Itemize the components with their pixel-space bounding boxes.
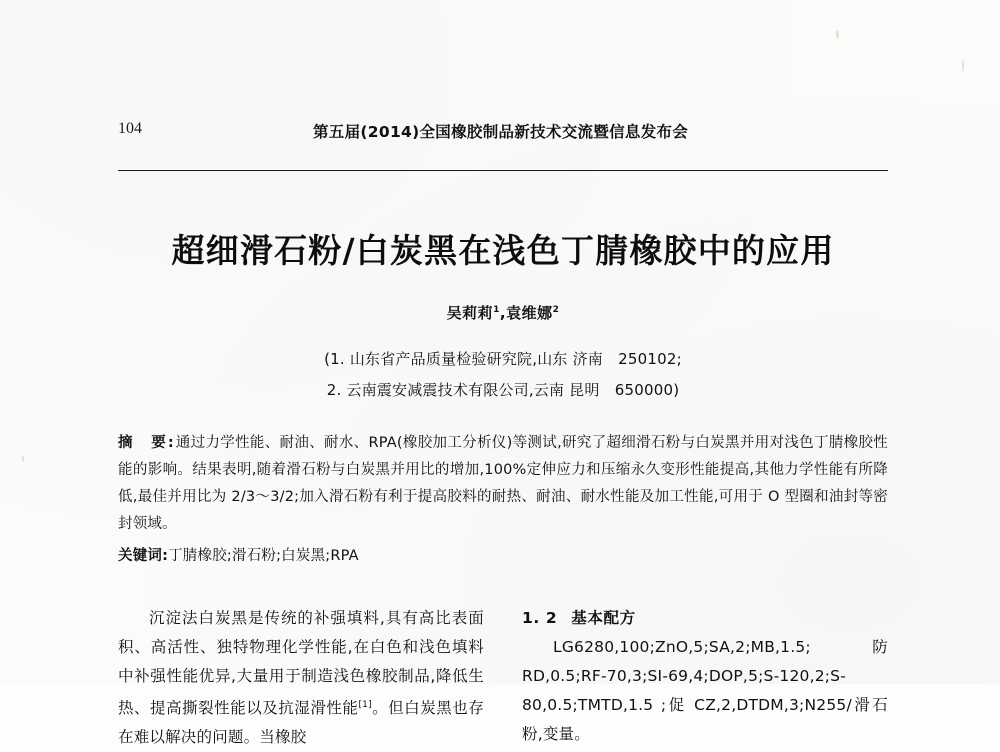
affiliation-2: 2. 云南震安减震技术有限公司,云南 昆明 650000) [326, 381, 680, 399]
keywords [118, 543, 888, 570]
running-head [118, 118, 888, 148]
column-right [522, 604, 888, 752]
section-number: 1. 2 [522, 609, 558, 627]
abstract [118, 430, 888, 538]
reference-marker: [1] [358, 700, 372, 710]
author-name-1: 吴莉莉 [446, 304, 494, 322]
scan-artifact [962, 60, 964, 72]
paragraph-text: 沉淀法白炭黑是传统的补强填料,具有高比表面积、高活性、独特物理化学性能,在白色和浅色填料中补强性能优异,大量用于制造浅色橡胶制品,降低生热、提高撕裂性能以及抗湿滑性能 [118, 609, 484, 718]
scan-artifact [22, 455, 24, 462]
affiliation-1: (1. 山东省产品质量检验研究院,山东 济南 250102; [324, 350, 682, 368]
paragraph-text-cont: 。但白炭黑也存在难以解决的问题。当橡胶 [118, 699, 484, 747]
page-number: 104 [118, 120, 142, 137]
running-head-title: 第五届(2014)全国橡胶制品新技术交流暨信息发布会 [313, 123, 689, 141]
author-affil-marker-2: 2 [552, 305, 560, 315]
paragraph [118, 604, 484, 752]
page-content [118, 118, 888, 752]
keywords-text: 丁腈橡胶;滑石粉;白炭黑;RPA [168, 548, 359, 564]
section-title: 基本配方 [571, 609, 636, 627]
author-separator: ,袁维娜 [499, 304, 553, 322]
header-rule [118, 170, 888, 171]
abstract-label: 摘 要: [118, 435, 176, 451]
abstract-text: 通过力学性能、耐油、耐水、RPA(橡胶加工分析仪)等测试,研究了超细滑石粉与白炭黑并用对浅色丁腈橡胶性能的影响。结果表明,随着滑石粉与白炭黑并用比的增加,100%定伸应力和压缩永久变形性能提高,其他力学性能有所降低,最佳并用比为 2/3～3/2;加入滑石粉有利于提高胶料的耐热、耐油、耐水性能及加工性能,可用于 O 型圈和油封等密封领域。 [118, 435, 888, 532]
scan-artifact [836, 30, 839, 39]
column-left [118, 604, 484, 752]
affiliations [118, 345, 888, 404]
author-affil-marker-1: 1 [493, 305, 500, 315]
section-heading [522, 604, 888, 633]
body-columns [118, 604, 888, 752]
author-list [118, 302, 888, 323]
paragraph: LG6280,100;ZnO,5;SA,2;MB,1.5;防RD,0.5;RF-70,3;SI-69,4;DOP,5;S-120,2;S-80,0.5;TMTD,1.5 ;促 CZ,2,DTDM,3;N255/滑石粉,变量。 [522, 638, 888, 743]
keywords-label: 关键词: [118, 548, 169, 564]
article-title: 超细滑石粉/白炭黑在浅色丁腈橡胶中的应用 [171, 231, 835, 270]
